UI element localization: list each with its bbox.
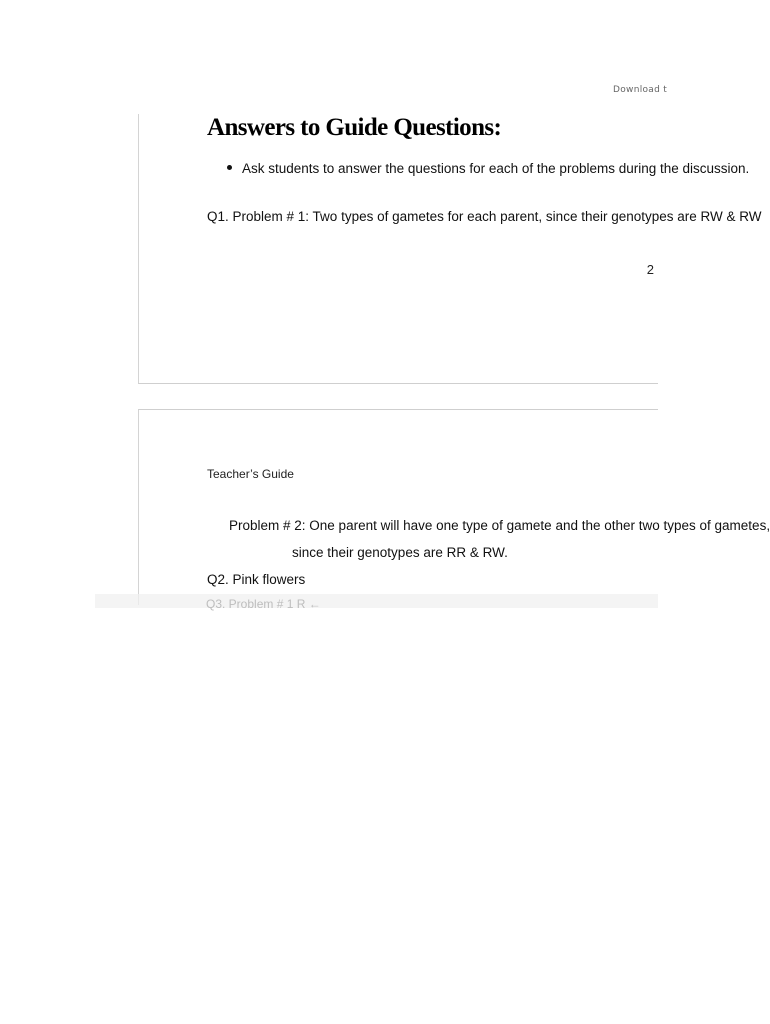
bullet-icon (227, 165, 232, 170)
answer-q3-partial: Q3. Problem # 1 R ← (206, 597, 321, 611)
fade-overlay (95, 594, 658, 608)
bullet-text: Ask students to answer the questions for each of the problems during the discussion. (242, 161, 750, 176)
answer-problem2-line2: since their genotypes are RR & RW. (292, 545, 508, 560)
running-header: Teacher’s Guide (207, 467, 294, 481)
bullet-item (227, 161, 749, 176)
answer-q1: Q1. Problem # 1: Two types of gametes for each parent, since their genotypes are RW & RW (207, 209, 762, 224)
document-page-2 (138, 409, 770, 605)
download-link[interactable]: Download t (613, 85, 668, 95)
page-title: Answers to Guide Questions: (207, 114, 502, 141)
document-page-1 (138, 114, 762, 384)
answer-problem2-line1: Problem # 2: One parent will have one type of gamete and the other two types of gametes, (229, 518, 770, 533)
page-number: 2 (646, 262, 654, 277)
answer-q2: Q2. Pink flowers (207, 572, 306, 587)
